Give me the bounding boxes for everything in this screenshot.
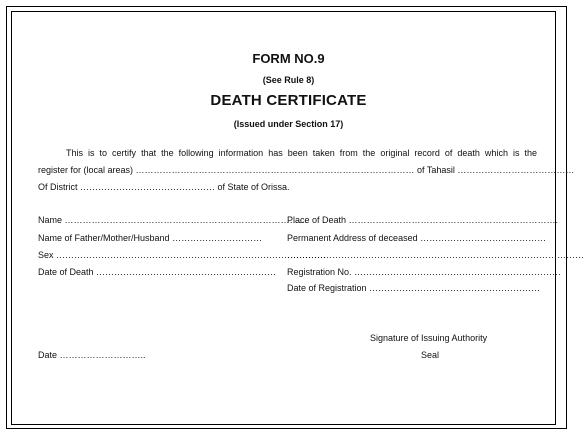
seal-label: Seal [421, 350, 440, 360]
issued-under: (Issued under Section 17) [233, 119, 344, 129]
intro-line-2: register for (local areas) ………………………………………………………………………………… of Tahasil ………………………………… [38, 165, 575, 175]
intro-line-1: This is to certify that the following information has been taken from the original record of death which is the [66, 148, 537, 158]
address-continuation: ……………………………………………………………………………………… [287, 250, 584, 260]
parent-spouse-field: Name of Father/Mother/Husband ………………………… [38, 233, 263, 243]
name-field: Name ……………………………………………………………………… [38, 215, 308, 225]
permanent-address-field: Permanent Address of deceased …………………………………… [287, 233, 547, 243]
signature-label: Signature of Issuing Authority [370, 333, 488, 343]
sex-field: Sex ……………………………………………………………………………… [38, 250, 327, 260]
place-of-death-field: Place of Death ……………………………………………………………. [287, 215, 559, 225]
registration-no-field: Registration No. …………………………………………………………… [287, 267, 562, 277]
date-of-death-field: Date of Death …………………………………………………… [38, 267, 277, 277]
date-field: Date ……………………….. [38, 350, 146, 360]
form-number: FORM NO.9 [252, 51, 325, 66]
certificate-heading: DEATH CERTIFICATE [210, 92, 367, 109]
intro-line-3: Of District ……………………………………… of State of Orissa. [38, 182, 290, 192]
date-of-registration-field: Date of Registration ………………………………………………… [287, 283, 541, 293]
rule-reference: (See Rule 8) [262, 75, 315, 85]
